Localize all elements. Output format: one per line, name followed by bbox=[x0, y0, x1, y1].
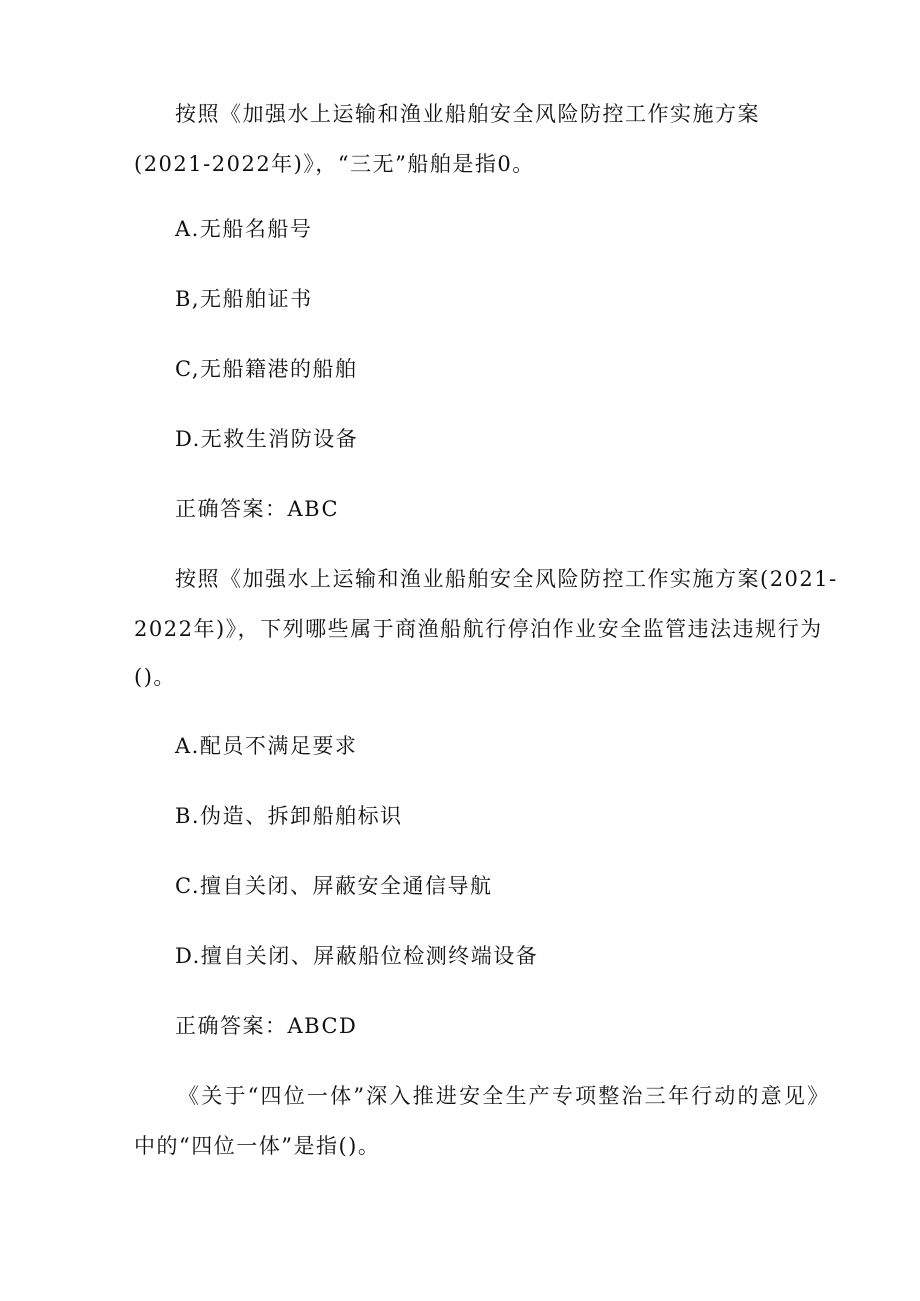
question-2-stem-line-1: 按照《加强水上运输和渔业船舶安全风险防控工作实施方案(2021- bbox=[175, 567, 838, 591]
question-3-stem-line-2: 中的“四位一体”是指()。 bbox=[134, 1134, 381, 1158]
question-2-answer: 正确答案：ABCD bbox=[175, 1014, 358, 1038]
question-1-option-b: B,无船舶证书 bbox=[175, 287, 313, 311]
question-2-option-c: C.擅自关闭、屏蔽安全通信导航 bbox=[175, 874, 493, 898]
question-2-option-d: D.擅自关闭、屏蔽船位检测终端设备 bbox=[175, 944, 539, 968]
question-3-stem-line-1: 《关于“四位一体”深入推进安全生产专项整治三年行动的意见》 bbox=[178, 1084, 831, 1108]
question-1-option-a: A.无船名船号 bbox=[175, 217, 313, 241]
question-1-option-d: D.无救生消防设备 bbox=[175, 427, 359, 451]
question-1-answer: 正确答案：ABC bbox=[175, 497, 340, 521]
question-1-stem-line-2: (2021-2022年)》，“三无”船舶是指0。 bbox=[134, 152, 535, 176]
question-2-option-b: B.伪造、拆卸船舶标识 bbox=[175, 804, 403, 828]
question-2-stem-line-3: ()。 bbox=[134, 665, 176, 689]
question-2-option-a: A.配员不满足要求 bbox=[175, 734, 358, 758]
question-1-option-c: C,无船籍港的船舶 bbox=[175, 357, 358, 381]
question-2-stem-line-2: 2022年)》，下列哪些属于商渔船航行停泊作业安全监管违法违规行为 bbox=[134, 617, 823, 641]
question-1-stem-line-1: 按照《加强水上运输和渔业船舶安全风险防控工作实施方案 bbox=[175, 102, 760, 126]
